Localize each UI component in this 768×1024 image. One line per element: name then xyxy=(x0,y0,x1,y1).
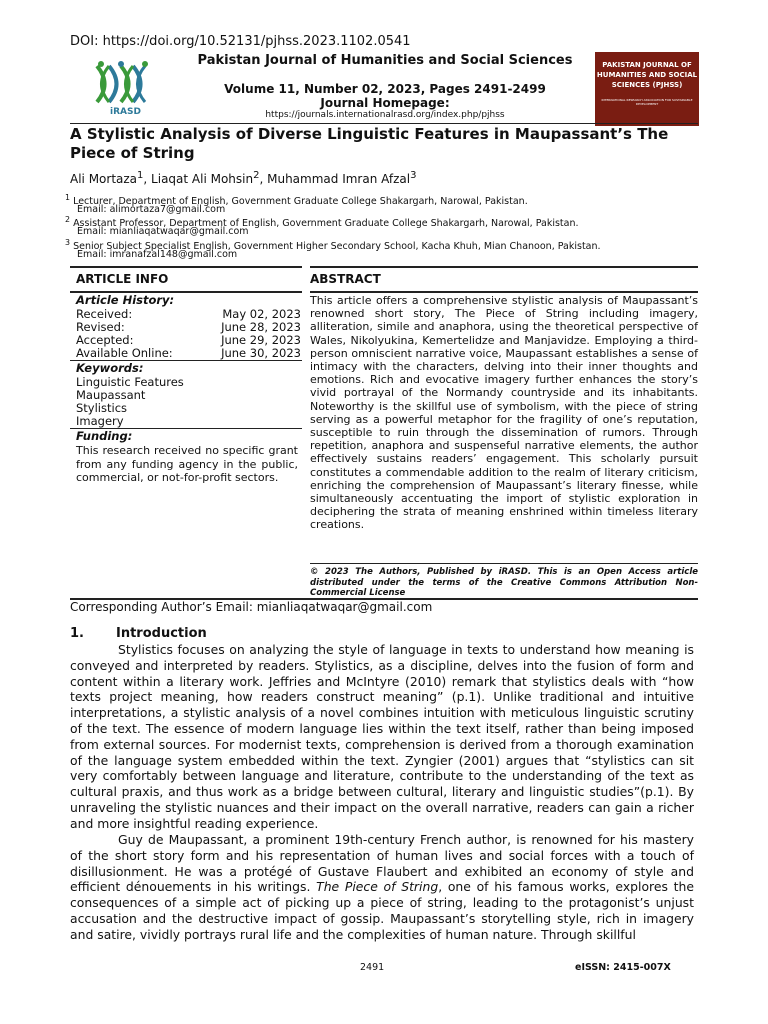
journal-cover-image xyxy=(595,52,699,126)
corresponding-email[interactable]: Corresponding Author’s Email: mianliaqatwaqar@gmail.com xyxy=(70,600,433,614)
funding-heading: Funding: xyxy=(76,429,133,443)
affiliation-num: 3 xyxy=(65,238,71,247)
keyword-item: Linguistic Features xyxy=(76,375,184,389)
abstract-heading-rule xyxy=(310,291,698,293)
eissn: eISSN: 2415-007X xyxy=(575,962,671,973)
journal-name: Pakistan Journal of Humanities and Social Sciences xyxy=(197,53,573,68)
author-sup: 1 xyxy=(137,170,144,181)
history-date: June 29, 2023 xyxy=(221,333,301,347)
affiliation-num: 2 xyxy=(65,215,71,224)
paragraph-text: Guy de Maupassant, a prominent 19th-century French author, is renowned for his mastery of the short story form and his representation of human lives and social forces with a touch of disillusionment. He was a protégé of Gustave Flaubert and exhibited an economy of style and efficient dénouements in his writings. xyxy=(70,832,694,895)
affiliation-email-1[interactable]: Email: alimortaza7@gmail.com xyxy=(77,204,226,215)
affiliation-email-3[interactable]: Email: imranafzal148@gmail.com xyxy=(77,249,238,260)
doi-line[interactable]: DOI: https://doi.org/10.52131/pjhss.2023.1102.0541 xyxy=(70,34,411,49)
author-name: Ali Mortaza xyxy=(70,172,138,186)
author-name: Liaqat Ali Mohsin xyxy=(151,172,254,186)
cover-title-1: PAKISTAN JOURNAL OF xyxy=(602,61,692,69)
author-sup: 2 xyxy=(253,170,260,181)
article-title: A Stylistic Analysis of Diverse Linguistic Features in Maupassant’s The Piece of String xyxy=(70,125,669,162)
history-date: May 02, 2023 xyxy=(222,307,301,321)
header-divider xyxy=(70,123,698,124)
affiliation-text: Assistant Professor, Department of English, Government Graduate College Shakargarh, Narowal, Pakistan. xyxy=(73,218,579,230)
keyword-item: Imagery xyxy=(76,414,124,428)
history-label: Accepted: xyxy=(76,333,134,347)
affiliation-email-2[interactable]: Email: mianliaqatwaqar@gmail.com xyxy=(77,226,249,237)
license-rule xyxy=(310,563,698,564)
article-info-heading: ARTICLE INFO xyxy=(76,272,169,286)
abstract-text: This article offers a comprehensive stylistic analysis of Maupassant’s renowned short story, The Piece of String including imagery, alliteration, simile and anaphora, using the theoretical perspective of Wales, Nikolyukina, Kemertelidze and Manjavidze. Employing a third-person omniscient narrative voice, Maupassant establishes a sense of intimacy with the characters, delving into their inner thoughts and emotions. Rich and evocative imagery further enhances the story’s vivid portrayal of the Normandy countryside and its inhabitants. Noteworthy is the skillful use of symbolism, with the piece of string serving as a powerful metaphor for the fragility of one’s reputation, susceptible to ruin through the dissemination of rumors. Through repetition, anaphora and suspenseful narrative elements, the author effectively sustains readers’ engagement. This scholarly pursuit constitutes a commendable addition to the realm of literary criticism, enriching the comprehension of Maupassant’s literary finesse, while simultaneously accentuating the import of stylistic exploration in deciphering the strata of meaning enshrined within timeless literary creations. xyxy=(310,294,698,532)
section-number: 1. xyxy=(70,626,84,641)
affiliation-text: Lecturer, Department of English, Government Graduate College Shakargarh, Narowal, Pakistan. xyxy=(73,196,528,208)
affiliation-num: 1 xyxy=(65,193,71,202)
history-date: June 28, 2023 xyxy=(221,320,301,334)
paragraph-text: , one of his famous works, explores the consequences of a simple act of picking up a piece of string, leading to the protagonist’s unjust accusation and the destructive impact of gossip. Maupassant’s storytelling style, rich in imagery and satire, vividly portrays rural life and the complexities of human nature. Through skillful xyxy=(70,879,694,942)
funding-text: This research received no specific grant from any funding agency in the public, commercial, or not-for-profit sectors. xyxy=(76,444,298,484)
history-label: Received: xyxy=(76,307,133,321)
intro-paragraph-2 xyxy=(70,832,694,943)
work-title: The Piece of String xyxy=(316,879,439,895)
cover-subtitle: INTERNATIONAL RESEARCH ASSOCIATION FOR SUSTAINABLE DEVELOPMENT xyxy=(601,98,693,106)
keywords-heading: Keywords: xyxy=(76,361,144,375)
info-top-rule xyxy=(70,266,302,268)
intro-paragraph-1: Stylistics focuses on analyzing the style of language in texts to understand how meaning is conveyed and interpreted by readers. Stylistics, as a discipline, delves into the fusion of form and content within a literary work. Jeffries and McIntyre (2010) remark that stylistics deals with “how texts project meaning, how readers construct meaning” (p.1). Unlike traditional and intuitive interpretations, a stylistic analysis of a novel combines intuition with meticulous linguistic scrutiny of the text. The essence of modern language lies within the text itself, rather than being imposed from external sources. For modernist texts, comprehension is derived from a thorough examination of the language system embedded within the text. Zyngier (2001) argues that “stylistics can sit very comfortably between language and literature, contribute to the understanding of the text as cultural praxis, and thus work as a bridge between cultural, literary and linguistic studies”(p.1). By unraveling the stylistic nuances and their impact on the overall narrative, readers can gain a richer and more insightful reading experience. xyxy=(70,642,694,831)
page-number: 2491 xyxy=(360,962,385,973)
logo-text: iRASD xyxy=(110,107,141,117)
history-heading: Article History: xyxy=(76,293,175,307)
abstract-heading: ABSTRACT xyxy=(310,272,381,286)
keyword-item: Maupassant xyxy=(76,388,146,402)
author-list: Ali Mortaza$^1$, Liaqat Ali Mohsin$^2$, Muhammad Imran Afzal$^3$ xyxy=(70,170,417,186)
volume-line: Volume 11, Number 02, 2023, Pages 2491-2499 xyxy=(224,82,546,96)
cover-title-2: HUMANITIES AND SOCIAL xyxy=(596,71,698,79)
homepage-label: Journal Homepage: xyxy=(320,96,450,110)
history-label: Revised: xyxy=(76,320,125,334)
license-text: © 2023 The Authors, Published by iRASD. This is an Open Access article distributed under the terms of the Creative Commons Attribution Non-Commercial License xyxy=(310,567,698,598)
history-date: June 30, 2023 xyxy=(221,346,301,360)
homepage-link[interactable]: https://journals.internationalrasd.org/index.php/pjhss xyxy=(265,110,505,120)
section-title: Introduction xyxy=(116,626,207,641)
affiliation-text: Senior Subject Specialist English, Government Higher Secondary School, Kacha Khuh, Mian Chanoon, Pakistan. xyxy=(73,241,601,253)
cover-title-3: SCIENCES (PJHSS) xyxy=(611,81,683,89)
author-name: Muhammad Imran Afzal xyxy=(267,172,411,186)
abstract-top-rule xyxy=(310,266,698,268)
author-sup: 3 xyxy=(410,170,417,181)
keyword-item: Stylistics xyxy=(76,401,128,415)
history-label: Available Online: xyxy=(76,346,173,360)
